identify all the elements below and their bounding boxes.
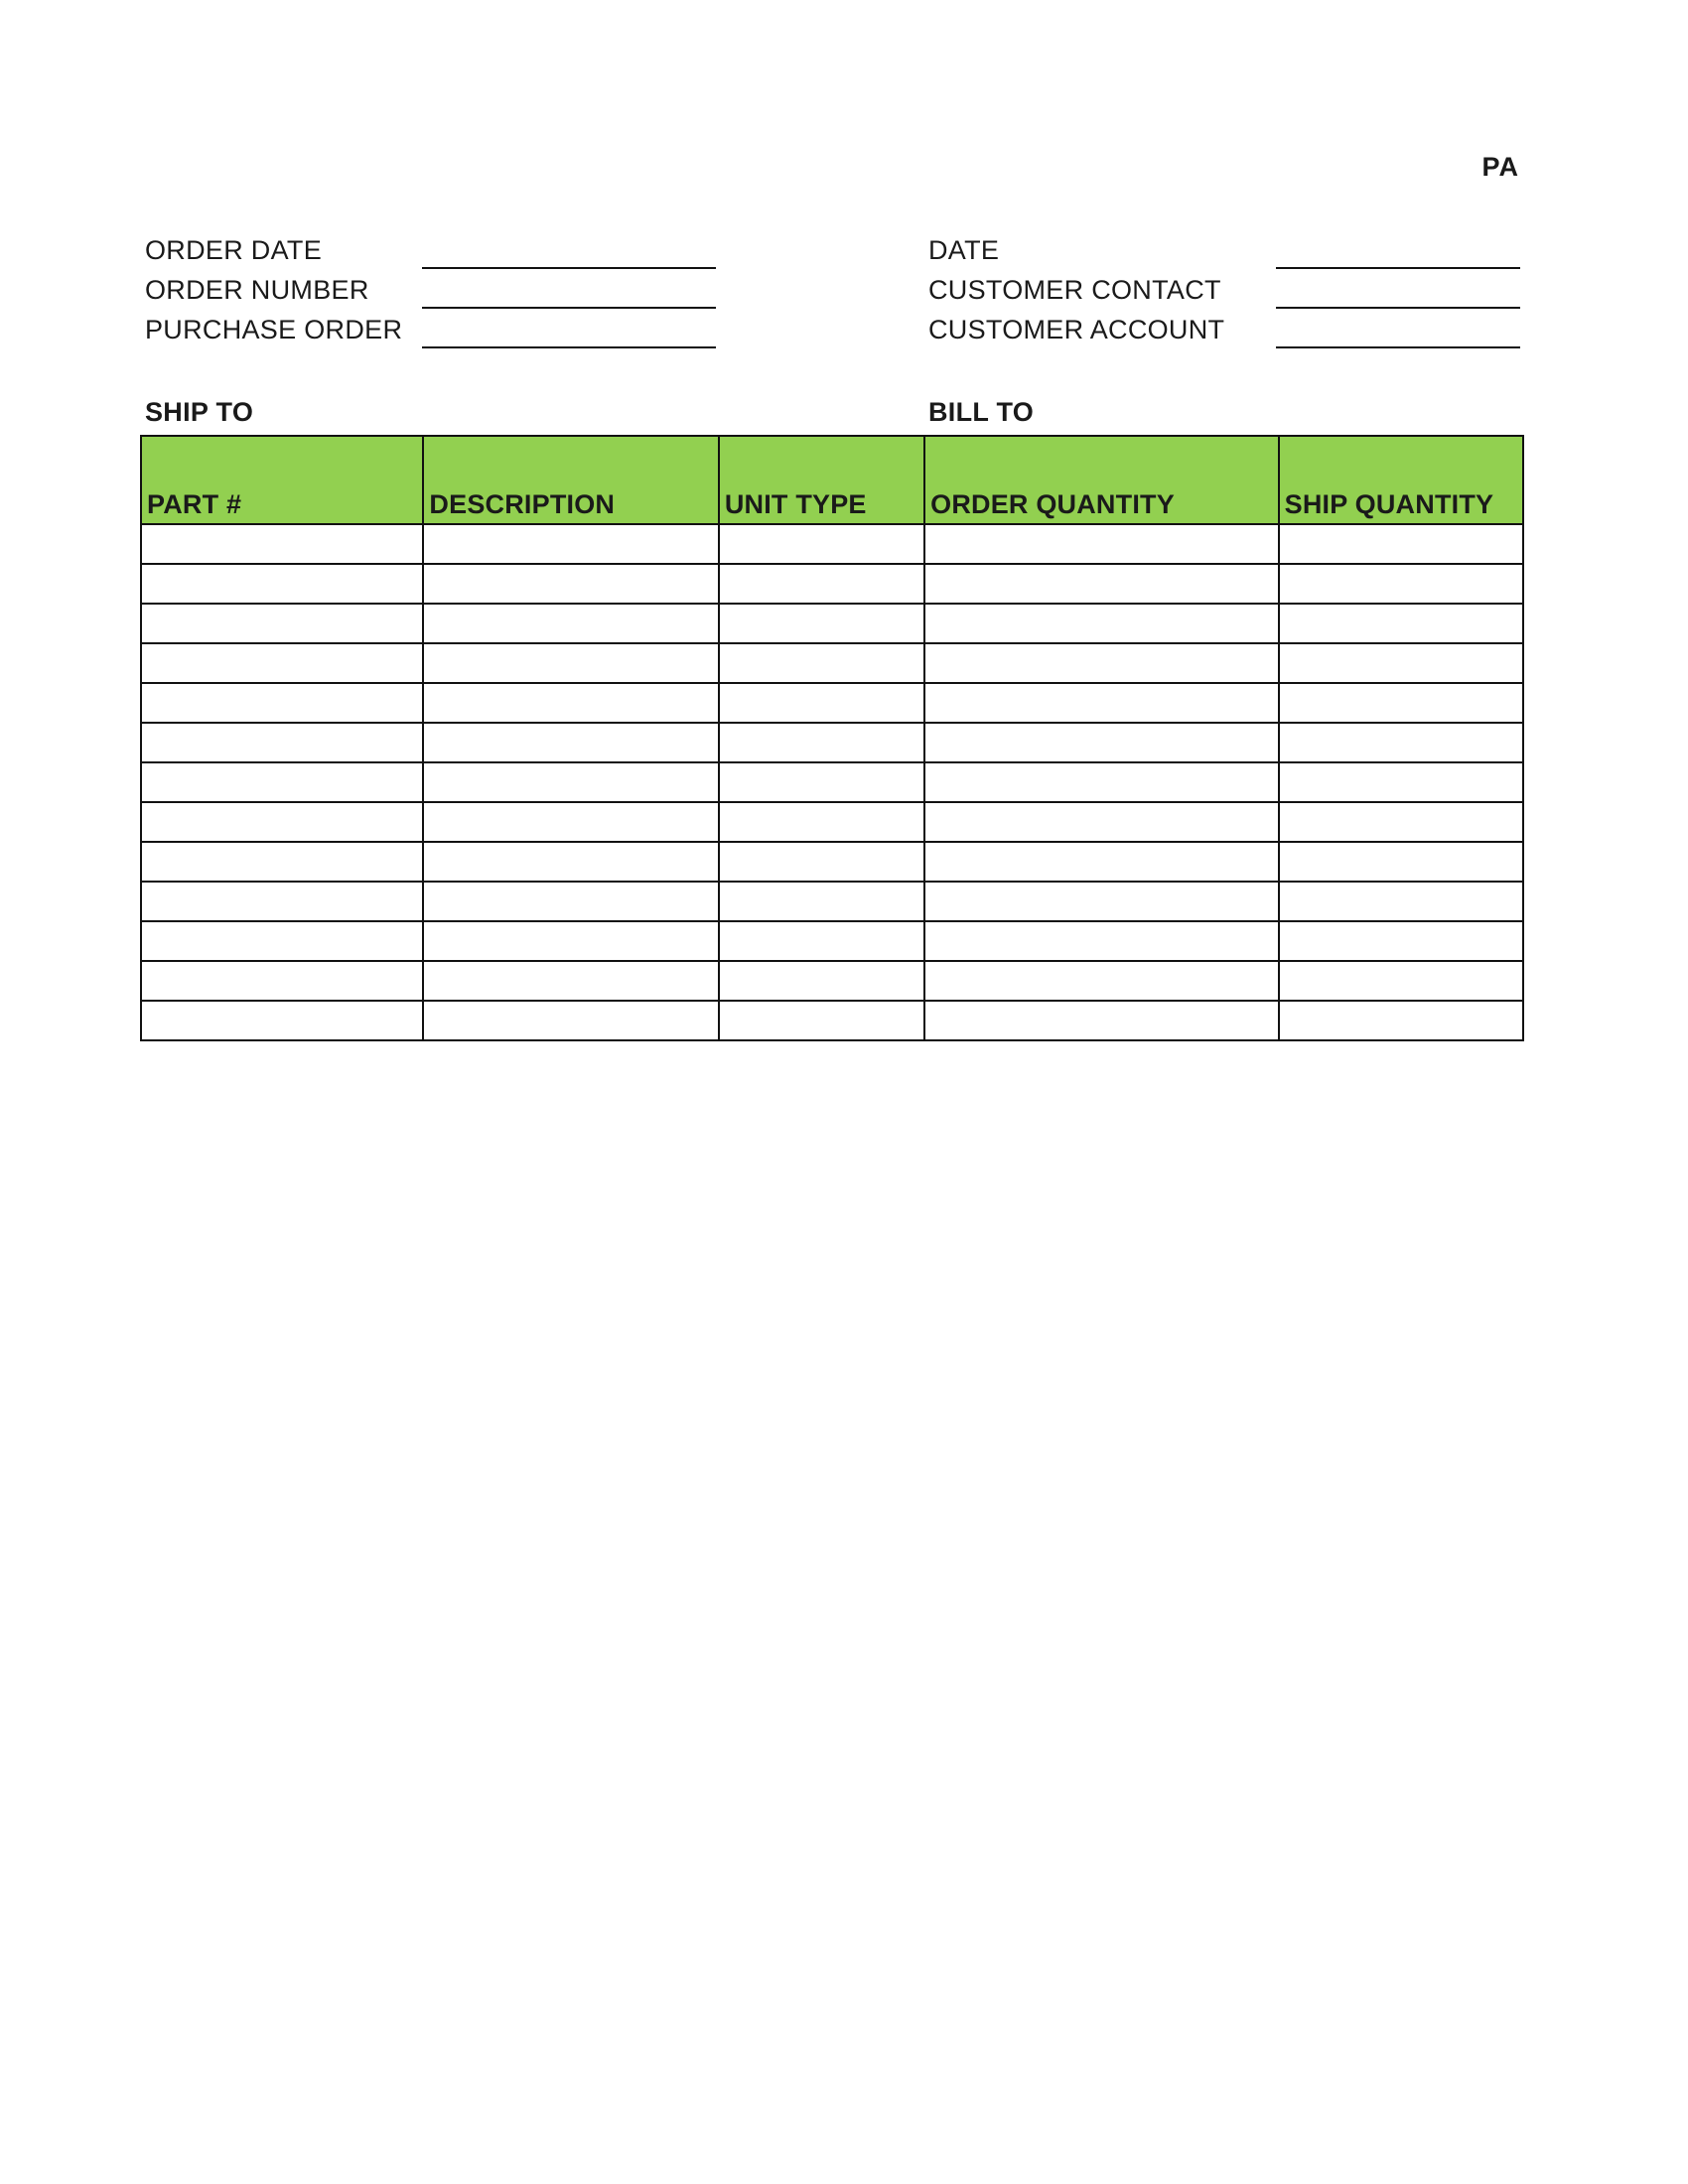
column-header-ship-quantity: SHIP QUANTITY bbox=[1279, 436, 1523, 524]
date-line[interactable] bbox=[1276, 267, 1520, 269]
order-quantity-cell[interactable] bbox=[924, 723, 1279, 762]
description-cell[interactable] bbox=[423, 643, 718, 683]
purchase-order-line[interactable] bbox=[422, 346, 716, 348]
ship-quantity-cell[interactable] bbox=[1279, 802, 1523, 842]
table-body bbox=[141, 524, 1523, 1040]
unit-type-cell[interactable] bbox=[719, 723, 924, 762]
unit-type-cell[interactable] bbox=[719, 1001, 924, 1040]
column-header-order-quantity: ORDER QUANTITY bbox=[924, 436, 1279, 524]
table-row bbox=[141, 961, 1523, 1001]
table-row bbox=[141, 842, 1523, 882]
description-cell[interactable] bbox=[423, 961, 718, 1001]
table-row bbox=[141, 524, 1523, 564]
ship-quantity-cell[interactable] bbox=[1279, 921, 1523, 961]
table-header-row bbox=[141, 436, 1523, 524]
order-date-line[interactable] bbox=[422, 267, 716, 269]
unit-type-cell[interactable] bbox=[719, 683, 924, 723]
order-quantity-cell[interactable] bbox=[924, 564, 1279, 604]
description-cell[interactable] bbox=[423, 604, 718, 643]
date-label: DATE bbox=[928, 235, 1000, 265]
table-row bbox=[141, 723, 1523, 762]
table-row bbox=[141, 882, 1523, 921]
description-cell[interactable] bbox=[423, 524, 718, 564]
description-cell[interactable] bbox=[423, 683, 718, 723]
order-quantity-cell[interactable] bbox=[924, 762, 1279, 802]
column-header-unit-type: UNIT TYPE bbox=[719, 436, 924, 524]
unit-type-cell[interactable] bbox=[719, 643, 924, 683]
description-cell[interactable] bbox=[423, 921, 718, 961]
unit-type-cell[interactable] bbox=[719, 842, 924, 882]
unit-type-cell[interactable] bbox=[719, 762, 924, 802]
table-row bbox=[141, 564, 1523, 604]
unit-type-cell[interactable] bbox=[719, 524, 924, 564]
customer-account-line[interactable] bbox=[1276, 346, 1520, 348]
part-number-cell[interactable] bbox=[141, 723, 423, 762]
part-number-cell[interactable] bbox=[141, 643, 423, 683]
unit-type-cell[interactable] bbox=[719, 961, 924, 1001]
ship-quantity-cell[interactable] bbox=[1279, 604, 1523, 643]
order-quantity-cell[interactable] bbox=[924, 683, 1279, 723]
part-number-cell[interactable] bbox=[141, 882, 423, 921]
order-number-line[interactable] bbox=[422, 307, 716, 309]
table-row bbox=[141, 802, 1523, 842]
description-cell[interactable] bbox=[423, 723, 718, 762]
part-number-cell[interactable] bbox=[141, 1001, 423, 1040]
table-row bbox=[141, 643, 1523, 683]
customer-contact-label: CUSTOMER CONTACT bbox=[928, 275, 1221, 305]
table-row bbox=[141, 683, 1523, 723]
description-cell[interactable] bbox=[423, 1001, 718, 1040]
description-cell[interactable] bbox=[423, 762, 718, 802]
customer-account-label: CUSTOMER ACCOUNT bbox=[928, 315, 1225, 344]
order-quantity-cell[interactable] bbox=[924, 921, 1279, 961]
order-quantity-cell[interactable] bbox=[924, 524, 1279, 564]
table-row bbox=[141, 762, 1523, 802]
part-number-cell[interactable] bbox=[141, 604, 423, 643]
description-cell[interactable] bbox=[423, 882, 718, 921]
order-quantity-cell[interactable] bbox=[924, 604, 1279, 643]
description-cell[interactable] bbox=[423, 802, 718, 842]
parts-table bbox=[140, 435, 1524, 1041]
ship-quantity-cell[interactable] bbox=[1279, 1001, 1523, 1040]
unit-type-cell[interactable] bbox=[719, 604, 924, 643]
order-quantity-cell[interactable] bbox=[924, 842, 1279, 882]
part-number-cell[interactable] bbox=[141, 564, 423, 604]
ship-quantity-cell[interactable] bbox=[1279, 524, 1523, 564]
part-number-cell[interactable] bbox=[141, 842, 423, 882]
part-number-cell[interactable] bbox=[141, 802, 423, 842]
ship-quantity-cell[interactable] bbox=[1279, 723, 1523, 762]
table-row bbox=[141, 1001, 1523, 1040]
order-quantity-cell[interactable] bbox=[924, 882, 1279, 921]
part-number-cell[interactable] bbox=[141, 762, 423, 802]
part-number-cell[interactable] bbox=[141, 921, 423, 961]
description-cell[interactable] bbox=[423, 842, 718, 882]
customer-contact-line[interactable] bbox=[1276, 307, 1520, 309]
order-quantity-cell[interactable] bbox=[924, 1001, 1279, 1040]
ship-quantity-cell[interactable] bbox=[1279, 842, 1523, 882]
unit-type-cell[interactable] bbox=[719, 564, 924, 604]
ship-quantity-cell[interactable] bbox=[1279, 683, 1523, 723]
part-number-cell[interactable] bbox=[141, 961, 423, 1001]
unit-type-cell[interactable] bbox=[719, 882, 924, 921]
purchase-order-label: PURCHASE ORDER bbox=[145, 315, 403, 344]
page-label: PA bbox=[1481, 152, 1519, 182]
order-number-label: ORDER NUMBER bbox=[145, 275, 369, 305]
unit-type-cell[interactable] bbox=[719, 921, 924, 961]
ship-quantity-cell[interactable] bbox=[1279, 961, 1523, 1001]
part-number-cell[interactable] bbox=[141, 524, 423, 564]
order-date-label: ORDER DATE bbox=[145, 235, 323, 265]
table-row bbox=[141, 604, 1523, 643]
ship-to-heading: SHIP TO bbox=[145, 397, 254, 427]
ship-quantity-cell[interactable] bbox=[1279, 564, 1523, 604]
ship-quantity-cell[interactable] bbox=[1279, 643, 1523, 683]
order-quantity-cell[interactable] bbox=[924, 802, 1279, 842]
bill-to-heading: BILL TO bbox=[928, 397, 1035, 427]
ship-quantity-cell[interactable] bbox=[1279, 762, 1523, 802]
unit-type-cell[interactable] bbox=[719, 802, 924, 842]
column-header-part-number: PART # bbox=[141, 436, 423, 524]
table-row bbox=[141, 921, 1523, 961]
part-number-cell[interactable] bbox=[141, 683, 423, 723]
column-header-description: DESCRIPTION bbox=[423, 436, 718, 524]
order-quantity-cell[interactable] bbox=[924, 961, 1279, 1001]
ship-quantity-cell[interactable] bbox=[1279, 882, 1523, 921]
description-cell[interactable] bbox=[423, 564, 718, 604]
order-quantity-cell[interactable] bbox=[924, 643, 1279, 683]
